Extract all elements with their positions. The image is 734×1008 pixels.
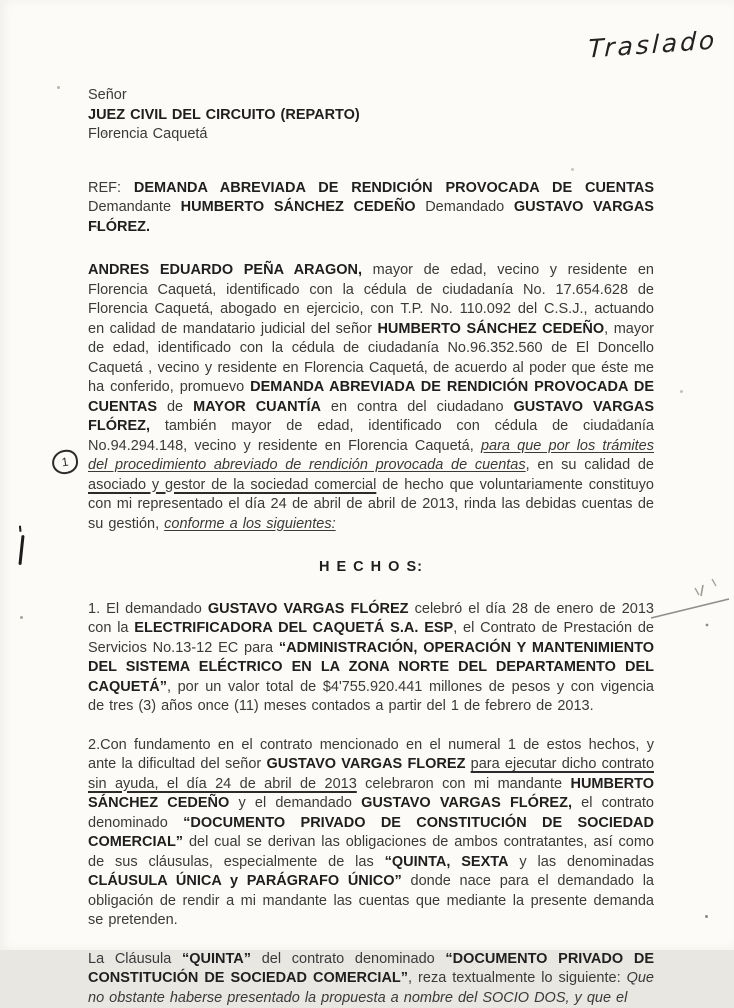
text-run: para ejecutar dicho contrato sin ayuda, el día 24 de abril de 2013 (88, 756, 654, 792)
clausula-quinta (88, 950, 654, 1008)
text-run: del cual se derivan las obligaciones de ambos contratantes, así como de sus cláusulas, especialmente de las (88, 834, 654, 870)
text-run: GUSTAVO VARGAS FLÓREZ (208, 601, 409, 617)
text-run: HUMBERTO SÁNCHEZ CEDEÑO (88, 776, 654, 812)
text-run: MAYOR CUANTÍA (193, 399, 321, 415)
addressee-court (88, 106, 654, 126)
hecho-2 (88, 736, 654, 931)
text-run: Que no obstante haberse presentado la propuesta a nombre del SOCIO DOS, y que el (88, 970, 654, 1006)
text-run: DEMANDA ABREVIADA DE RENDICIÓN PROVOCADA DE CUENTAS (134, 180, 654, 196)
text-run: GUSTAVO VARGAS FLÓREZ, (88, 399, 654, 435)
document-body (88, 86, 654, 1008)
text-run: Demandante (88, 199, 181, 215)
text-run: , mayor de edad, identificado con la cédula de ciudadanía No.96.352.560 de El Doncello Caquetá , vecino y residente en Florencia Caquetá, de acuerdo al poder que éste me ha conferido, promuevo (88, 321, 654, 396)
text-run: GUSTAVO VARGAS FLOREZ (266, 756, 465, 772)
text-run: ANDRES EDUARDO PEÑA ARAGON, (88, 262, 362, 278)
text-run: conforme a los siguientes: (164, 516, 335, 532)
text-run: el contrato denominado (88, 795, 654, 831)
text-run: Señor (88, 87, 127, 103)
addressee-city (88, 125, 654, 145)
text-run: Demandado (416, 199, 514, 215)
text-run: celebraron con mi mandante (357, 776, 571, 792)
reference-line (88, 179, 654, 238)
text-run: para que por los trámites del procedimiento abreviado de rendición provocada de cuentas (88, 438, 654, 474)
text-run: “DOCUMENTO PRIVADO DE CONSTITUCIÓN DE SOCIEDAD COMERCIAL” (88, 951, 654, 987)
scan-specks (57, 86, 60, 89)
addressee-salutation (88, 86, 654, 106)
text-run: ELECTRIFICADORA DEL CAQUETÁ S.A. ESP (134, 620, 453, 636)
text-run: donde nace para el demandado la obligación de rendir a mi mandante las cuentas que mediante la presente demanda se pretenden. (88, 873, 654, 928)
text-run: “ADMINISTRACIÓN, OPERACIÓN Y MANTENIMIENTO DEL SISTEMA ELÉCTRICO EN LA ZONA NORTE DEL DEPARTAMENTO DEL CAQUETÁ” (88, 640, 654, 695)
text-run: de (157, 399, 193, 415)
hecho-1 (88, 600, 654, 717)
text-run: mayor de edad, vecino y residente en Florencia Caquetá, identificado con la cédula de ciudadanía No. 17.654.628 de Florencia Caquetá, abogado en ejercicio, con T.P. No. 110.092 del C.S.J., actuando en calidad de mandatario judicial del señor (88, 262, 654, 337)
handwritten-traslado-annotation: Traslado (588, 25, 718, 63)
text-run: , en su calidad de (526, 457, 654, 473)
margin-tick-mark (18, 535, 24, 565)
text-run: HUMBERTO SÁNCHEZ CEDEÑO (377, 321, 604, 337)
text-run: , por un valor total de $4'755.920.441 millones de pesos y con vigencia de tres (3) años once (11) meses contados a partir del 1 de febrero de 2013. (88, 679, 654, 715)
text-run: 1. El demandado (88, 601, 208, 617)
text-run: “QUINTA” (182, 951, 251, 967)
text-run: y el demandado (229, 795, 361, 811)
margin-circled-number: 1 (50, 448, 79, 475)
text-run: JUEZ CIVIL DEL CIRCUITO (REPARTO) (88, 107, 360, 123)
intro-paragraph (88, 261, 654, 534)
text-run: “QUINTA, SEXTA (385, 854, 509, 870)
text-run: “DOCUMENTO PRIVADO DE CONSTITUCIÓN DE SOCIEDAD COMERCIAL” (88, 815, 654, 851)
text-run: , el Contrato de Prestación de Servicios No.13-12 EC para (88, 620, 654, 656)
text-run: asociado y gestor de la sociedad comercial (88, 477, 376, 493)
handwritten-scribble (645, 578, 733, 630)
text-run: 2.Con fundamento en el contrato mencionado en el numeral 1 de estos hechos, y ante la dificultad del señor (88, 737, 654, 773)
text-run: GUSTAVO VARGAS FLÓREZ. (88, 199, 654, 235)
text-run: y las denominadas (509, 854, 654, 870)
text-run: REF: (88, 180, 134, 196)
text-run: del contrato denominado (251, 951, 445, 967)
text-run: también mayor de edad, identificado con cédula de ciudadanía No.94.294.148, vecino y residente en Florencia Caquetá, (88, 418, 654, 454)
text-run: GUSTAVO VARGAS FLÓREZ, (361, 795, 572, 811)
text-run: H E C H O S: (319, 559, 423, 575)
text-run: Florencia Caquetá (88, 126, 208, 142)
text-run: de hecho que voluntariamente constituyo con mi representado el día 24 de abril de abril de 2013, rinda las debidas cuentas de su gestión, (88, 477, 654, 532)
text-run: La Cláusula (88, 951, 182, 967)
text-run: DEMANDA ABREVIADA DE RENDICIÓN PROVOCADA DE CUENTAS (88, 379, 654, 415)
text-run: celebró el día 28 de enero de 2013 con la (88, 601, 654, 637)
text-run: , reza textualmente lo siguiente: (408, 970, 627, 986)
text-run: CLÁUSULA ÚNICA y PARÁGRAFO ÚNICO” (88, 873, 402, 889)
hechos-heading (88, 558, 654, 578)
text-run: en contra del ciudadano (321, 399, 514, 415)
text-run: HUMBERTO SÁNCHEZ CEDEÑO (181, 199, 416, 215)
